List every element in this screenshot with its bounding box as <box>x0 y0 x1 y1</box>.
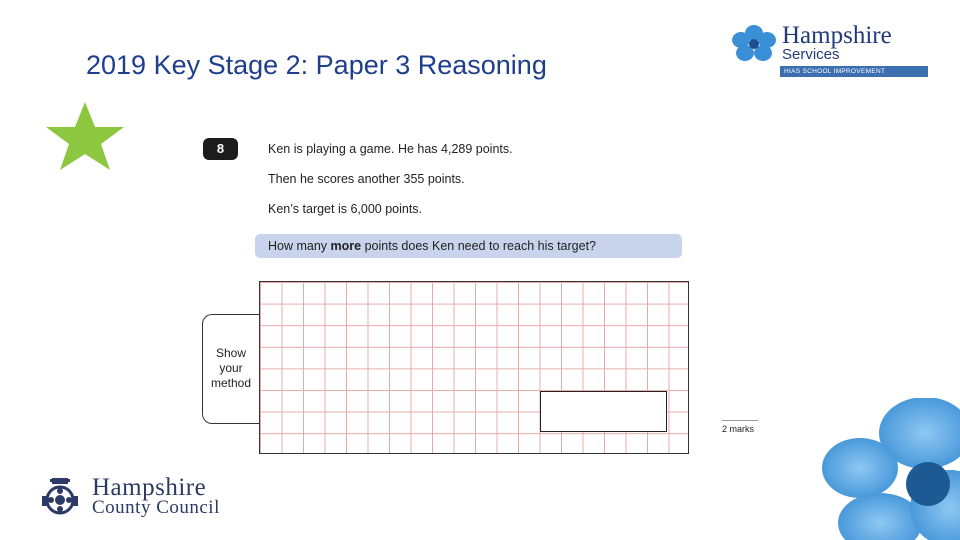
brand-hampshire-text: Hampshire <box>782 22 892 49</box>
flower-icon <box>800 398 960 540</box>
slide-title: 2019 Key Stage 2: Paper 3 Reasoning <box>86 50 547 80</box>
question-line: Ken is playing a game. He has 4,289 points. <box>268 142 513 156</box>
marks-divider <box>722 420 758 421</box>
brand-bar-text: HIAS SCHOOL IMPROVEMENT <box>784 68 886 75</box>
method-label-line: method <box>210 376 252 390</box>
answer-box[interactable] <box>540 391 667 432</box>
method-label-line: your <box>219 361 243 375</box>
prompt-text: points does Ken need to reach his target? <box>361 239 596 253</box>
method-label-line: Show <box>215 346 247 360</box>
brand-bar <box>780 66 928 77</box>
question-number-badge: 8 <box>203 138 238 160</box>
question-prompt <box>268 239 596 253</box>
marks-label: 2 marks <box>722 424 755 434</box>
question-line: Ken’s target is 6,000 points. <box>268 202 423 216</box>
council-name-text: County Council <box>92 497 220 518</box>
prompt-emphasis: more <box>330 239 362 253</box>
hampshire-services-logo <box>730 22 930 82</box>
flower-icon <box>730 24 778 64</box>
star-icon <box>44 100 126 172</box>
prompt-text: How many <box>268 239 331 253</box>
question-line: Then he scores another 355 points. <box>268 172 465 186</box>
method-label <box>204 346 258 391</box>
council-hampshire-text: Hampshire <box>92 474 207 501</box>
brand-services-text: Services <box>782 46 840 63</box>
crest-icon <box>40 476 80 516</box>
